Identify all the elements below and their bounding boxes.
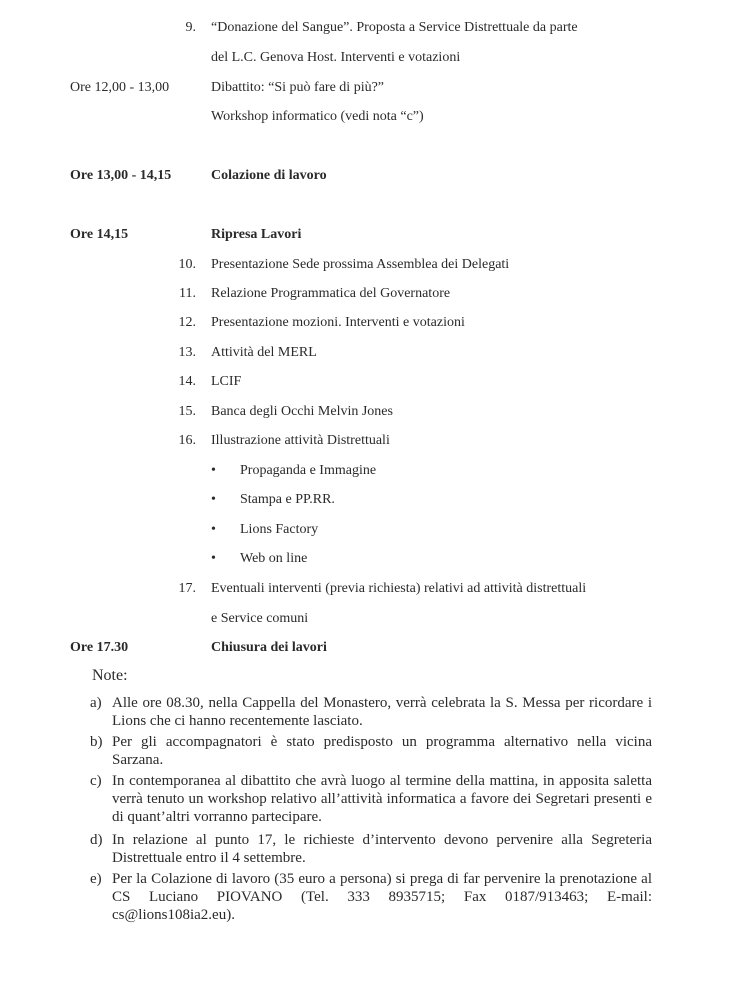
item-13-number: 13. xyxy=(178,345,196,360)
note-b xyxy=(90,733,652,769)
item-14-text: LCIF xyxy=(211,374,242,389)
debate-time: Ore 12,00 - 13,00 xyxy=(70,80,170,95)
note-c xyxy=(90,772,652,826)
note-text: In relazione al punto 17, le richieste d’intervento devono pervenire alla Segreteria Distrettuale entro il 4 settembre. xyxy=(112,832,652,866)
bullet-item-propaganda: Propaganda e Immagine xyxy=(240,463,377,478)
bullet-icon: • xyxy=(211,492,216,507)
item-10-number: 10. xyxy=(178,257,196,272)
item-11-number: 11. xyxy=(179,286,196,301)
item-17-text-line1: Eventuali interventi (previa richiesta) relativi ad attività distrettuali xyxy=(211,581,587,596)
item-12-number: 12. xyxy=(178,315,196,330)
note-label: a) xyxy=(90,695,102,711)
item-11-text: Relazione Programmatica del Governatore xyxy=(211,286,451,301)
item-15-text: Banca degli Occhi Melvin Jones xyxy=(211,404,393,419)
item-17-number: 17. xyxy=(178,581,196,596)
item-10-text: Presentazione Sede prossima Assemblea dei Delegati xyxy=(211,257,510,272)
item-9-text-line2: del L.C. Genova Host. Interventi e votazioni xyxy=(211,50,461,65)
note-text: Per la Colazione di lavoro (35 euro a persona) si prega di far pervenire la prenotazione al CS Luciano PIOVANO (Tel. 333 8935715; Fax 0187/913463; E-mail: cs@lions108ia2.eu). xyxy=(112,871,652,923)
note-text: Alle ore 08.30, nella Cappella del Monastero, verrà celebrata la S. Messa per ricordare i Lions che ci hanno recentemente lasciato. xyxy=(112,695,652,729)
notes-title: Note: xyxy=(92,667,128,684)
lunch-title: Colazione di lavoro xyxy=(211,168,327,183)
item-15-number: 15. xyxy=(178,404,196,419)
note-label: e) xyxy=(90,871,102,887)
close-title: Chiusura dei lavori xyxy=(211,640,327,655)
item-9-number: 9. xyxy=(185,20,196,35)
bullet-icon: • xyxy=(211,551,216,566)
note-text: Per gli accompagnatori è stato predisposto un programma alternativo nella vicina Sarzana. xyxy=(112,734,652,768)
item-14-number: 14. xyxy=(178,374,196,389)
bullet-item-lions-factory: Lions Factory xyxy=(240,522,319,537)
item-12-text: Presentazione mozioni. Interventi e votazioni xyxy=(211,315,465,330)
item-13-text: Attività del MERL xyxy=(211,345,317,360)
workshop-text: Workshop informatico (vedi nota “c”) xyxy=(211,109,424,124)
item-9-text-line1: “Donazione del Sangue”. Proposta a Service Distrettuale da parte xyxy=(211,20,578,35)
note-text: In contemporanea al dibattito che avrà luogo al termine della mattina, in apposita saletta verrà tenuto un workshop relativo all’attività informatica a favore dei Segretari presenti e di quant’altri vorranno partecipare. xyxy=(112,773,652,825)
lunch-time: Ore 13,00 - 14,15 xyxy=(70,168,172,183)
resume-time: Ore 14,15 xyxy=(70,227,129,242)
item-16-text: Illustrazione attività Distrettuali xyxy=(211,433,390,448)
note-label: d) xyxy=(90,832,103,848)
note-label: b) xyxy=(90,734,103,750)
bullet-item-web: Web on line xyxy=(240,551,308,566)
item-17-text-line2: e Service comuni xyxy=(211,611,309,626)
item-16-number: 16. xyxy=(178,433,196,448)
note-label: c) xyxy=(90,773,102,789)
debate-title: Dibattito: “Si può fare di più?” xyxy=(211,80,385,95)
bullet-item-stampa: Stampa e PP.RR. xyxy=(240,492,335,507)
note-d xyxy=(90,831,652,867)
bullet-icon: • xyxy=(211,463,216,478)
close-time: Ore 17.30 xyxy=(70,640,129,655)
bullet-icon: • xyxy=(211,522,216,537)
note-a xyxy=(90,694,652,730)
resume-title: Ripresa Lavori xyxy=(211,227,302,242)
note-e xyxy=(90,870,652,924)
